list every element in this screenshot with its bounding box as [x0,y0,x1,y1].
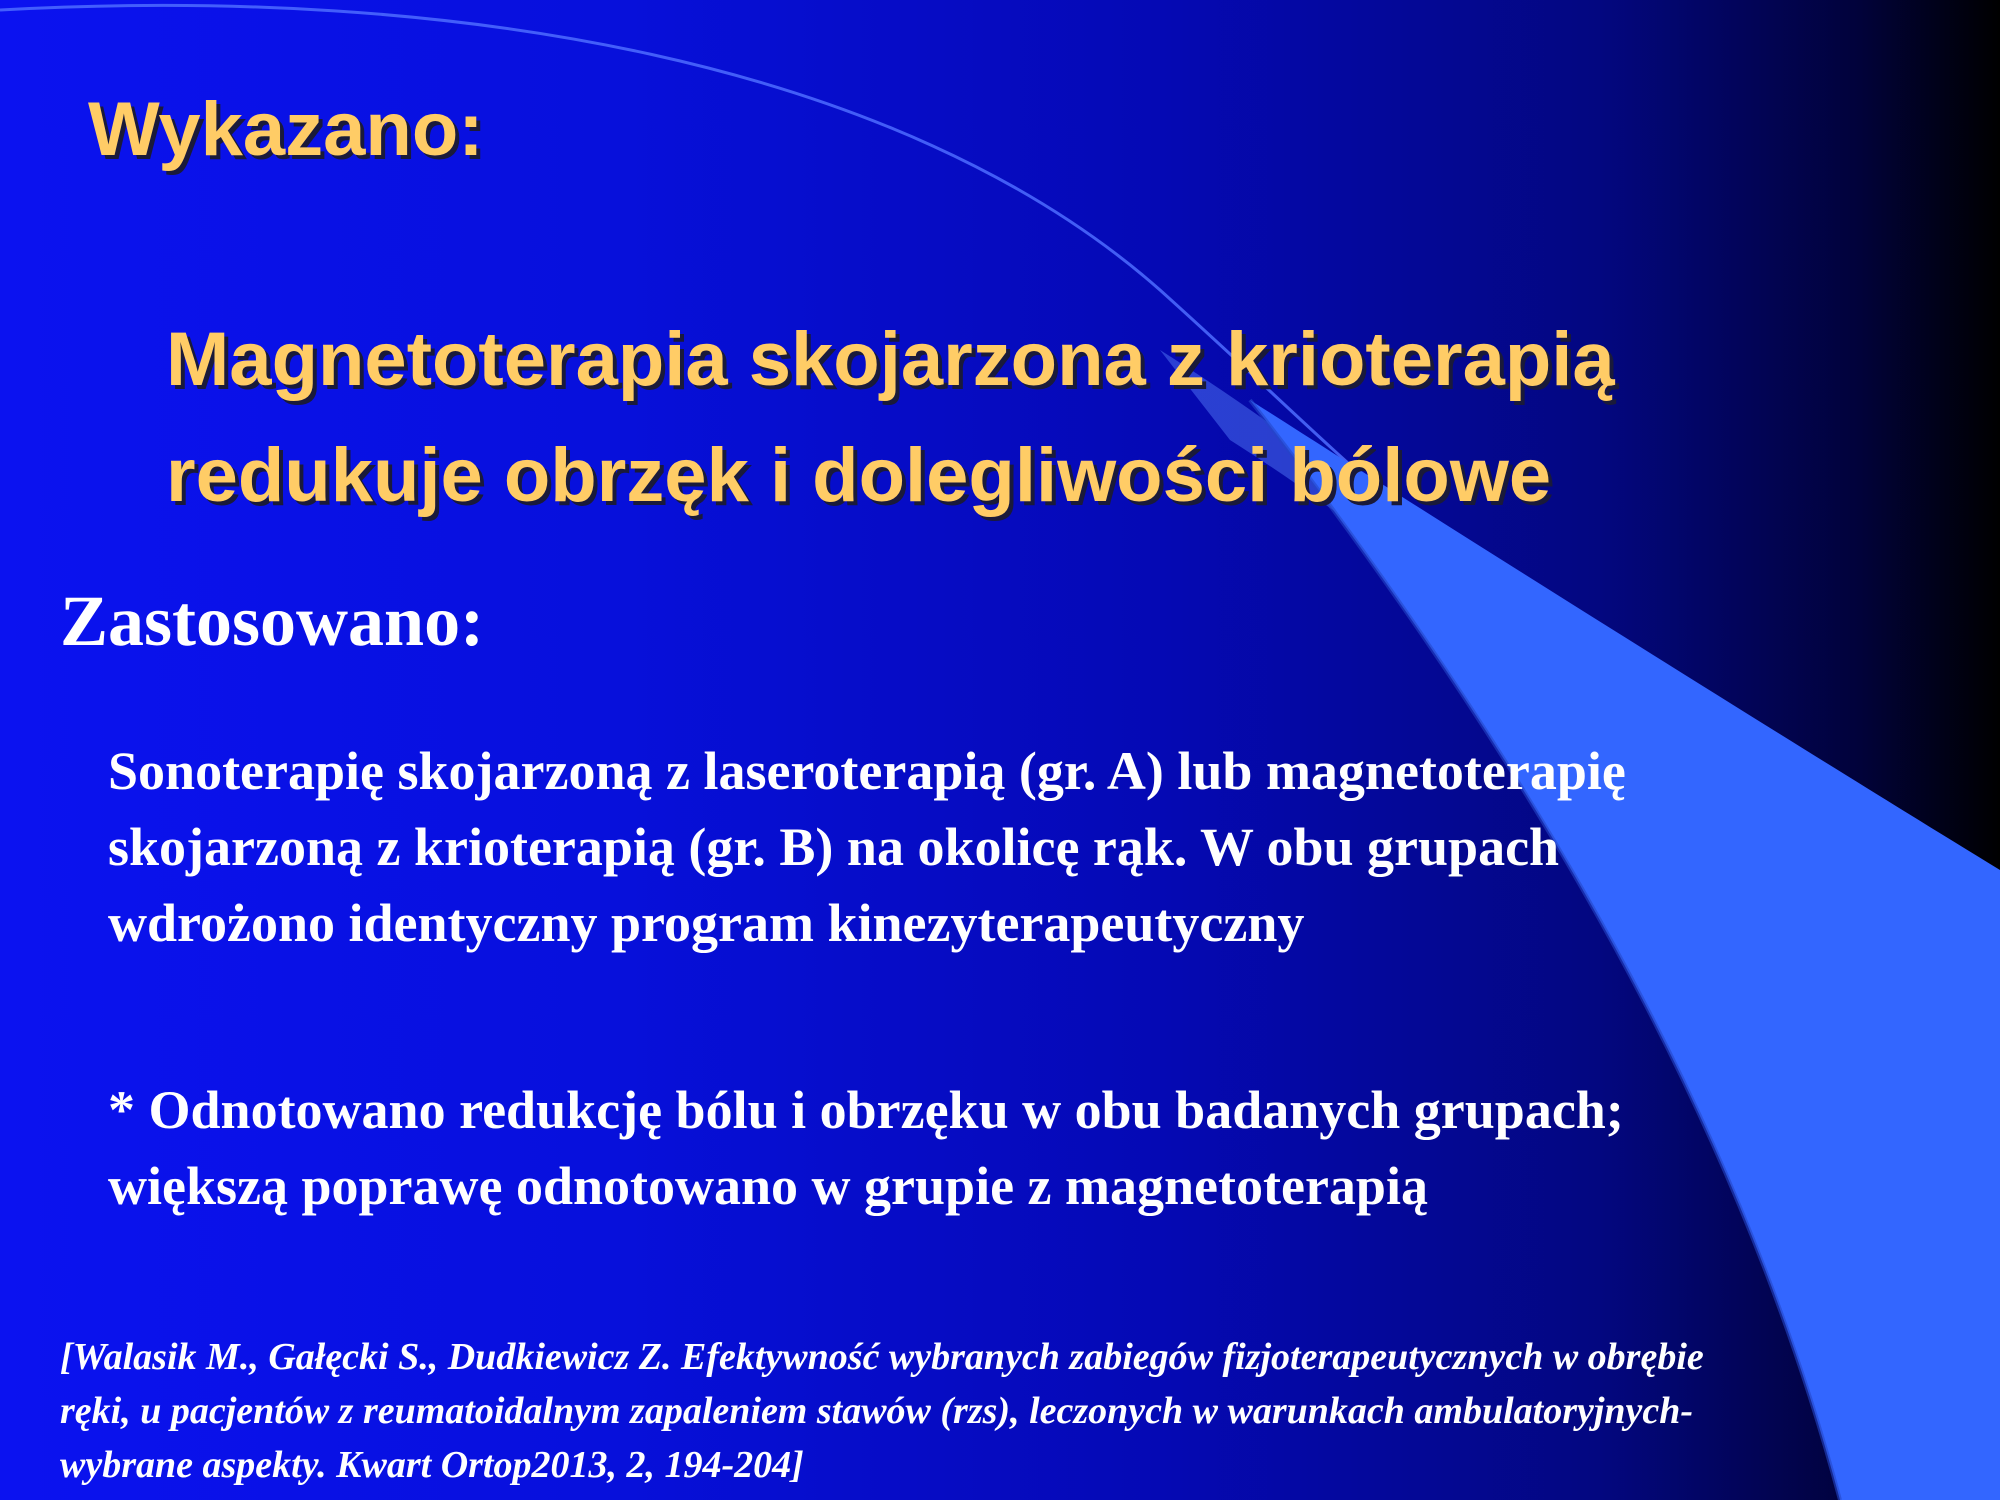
statement-line: redukuje obrzęk i dolegliwości bólowe [166,433,1552,518]
method-paragraph [108,733,1626,961]
slide-heading: Wykazano: [88,87,484,172]
main-statement [166,302,1615,534]
result-line: * Odnotowano redukcję bólu i obrzęku w obu badanych grupach; [108,1080,1624,1140]
method-line: skojarzoną z krioterapią (gr. B) na okolicę rąk. W obu grupach [108,817,1560,877]
method-line: wdrożono identyczny program kinezyterapeutyczny [108,893,1305,953]
citation-reference [60,1330,1704,1492]
result-line: większą poprawę odnotowano w grupie z magnetoterapią [108,1156,1428,1216]
result-paragraph [108,1072,1624,1224]
statement-line: Magnetoterapia skojarzona z krioterapią [166,317,1615,402]
citation-line: [Walasik M., Gałęcki S., Dudkiewicz Z. Efektywność wybranych zabiegów fizjoterapeutycznych w obrębie [60,1336,1704,1378]
method-line: Sonoterapię skojarzoną z laseroterapią (gr. A) lub magnetoterapię [108,741,1626,801]
citation-line: ręki, u pacjentów z reumatoidalnym zapaleniem stawów (rzs), leczonych w warunkach ambulatoryjnych- [60,1390,1694,1432]
subheading-applied: Zastosowano: [60,581,485,661]
citation-line: wybrane aspekty. Kwart Ortop2013, 2, 194-204] [60,1444,804,1486]
